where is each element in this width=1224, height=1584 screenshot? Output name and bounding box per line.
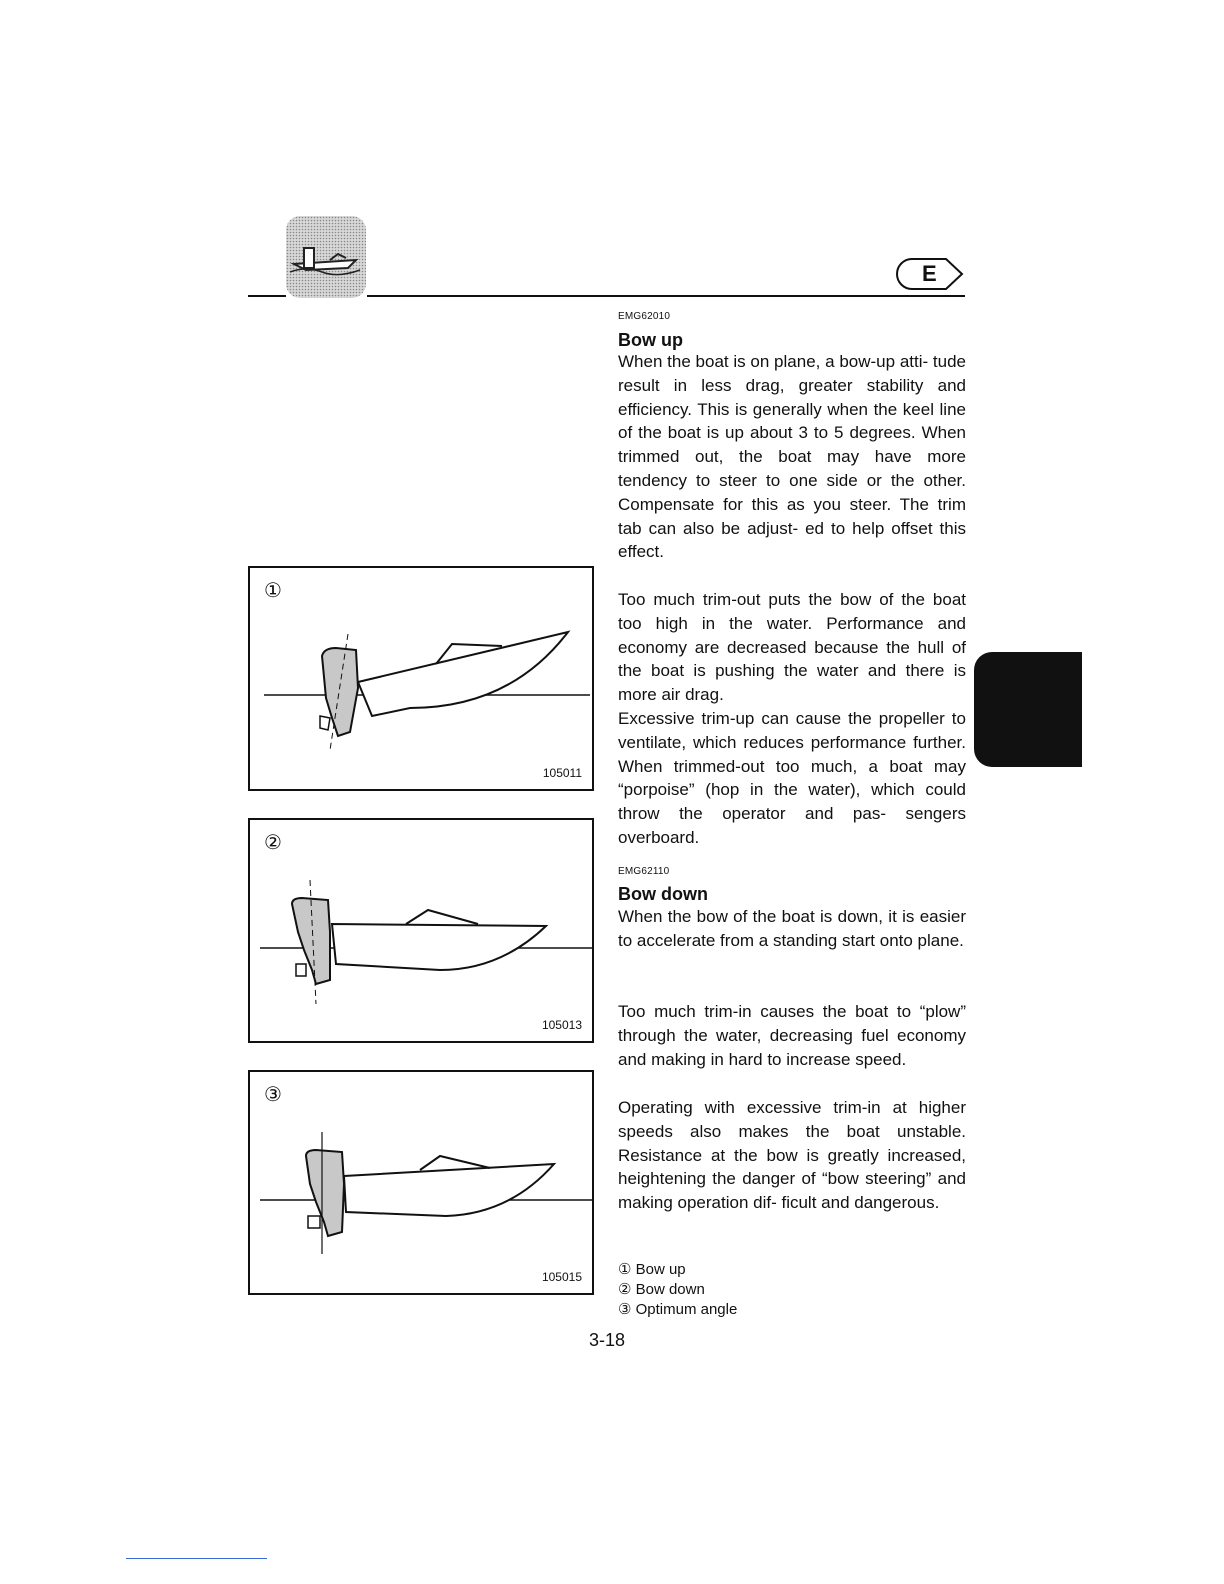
legend-item: ① Bow up: [618, 1261, 686, 1278]
section-heading: Bow down: [618, 884, 708, 904]
boat-outboard-icon: [286, 216, 366, 298]
figure-code: 105013: [541, 1018, 582, 1032]
paragraph: Excessive trim-up can cause the propeller to ventilate, which reduces performance further. When trimmed-out too much, a boat may “porpoise” (hop in the water), which could throw the operator and pas- sengers overboard.: [618, 709, 966, 847]
figure-number: ②: [264, 832, 282, 854]
header-rule-right: [367, 295, 965, 297]
paragraph: When the boat is on plane, a bow-up atti- tude result in less drag, greater stability and efficiency. This is generally when the keel line of the boat is up about 3 to 5 degrees. When trimmed out, the boat may have more tendency to steer to one side or the other. Compensate for this as you steer. The trim tab can also be adjust- ed to help offset this effect.: [618, 352, 966, 562]
figure-bow-down: [248, 818, 594, 1043]
paragraph: Too much trim-out puts the bow of the boat too high in the water. Performance and economy are decreased because the hull of the boat is pushing the water and there is more air drag.: [618, 590, 966, 705]
paragraph: Too much trim-in causes the boat to “plow” through the water, decreasing fuel economy and making in hard to increase speed.: [618, 1002, 966, 1069]
language-letter: E: [922, 261, 937, 286]
bow-up-diagram: [250, 568, 596, 793]
optimum-angle-diagram: [250, 1072, 596, 1297]
section-heading: Bow up: [618, 330, 683, 350]
language-badge: [896, 257, 964, 291]
figure-code: 105011: [542, 766, 582, 780]
legend-item: ③ Optimum angle: [618, 1301, 738, 1318]
figure-number: ①: [264, 580, 282, 602]
page-number: 3-18: [589, 1330, 626, 1350]
bow-down-diagram: [250, 820, 596, 1045]
paragraph: Operating with excessive trim-in at higher speeds also makes the boat unstable. Resistance at the bow is greatly increased, heightening the danger of “bow steering” and making operation dif- ficult and dangerous.: [618, 1098, 966, 1213]
figure-number: ③: [264, 1084, 282, 1106]
footer-link-underline: [126, 1558, 267, 1559]
paragraph: When the bow of the boat is down, it is easier to accelerate from a standing start onto plane.: [618, 907, 966, 950]
section-code: EMG62010: [618, 311, 671, 322]
legend-item: ② Bow down: [618, 1281, 705, 1298]
figure-bow-up: [248, 566, 594, 791]
figure-optimum-angle: [248, 1070, 594, 1295]
chapter-tab: [974, 652, 1082, 767]
header-rule-left: [248, 295, 286, 297]
figure-code: 105015: [541, 1270, 582, 1284]
section-code: EMG62110: [618, 866, 670, 877]
